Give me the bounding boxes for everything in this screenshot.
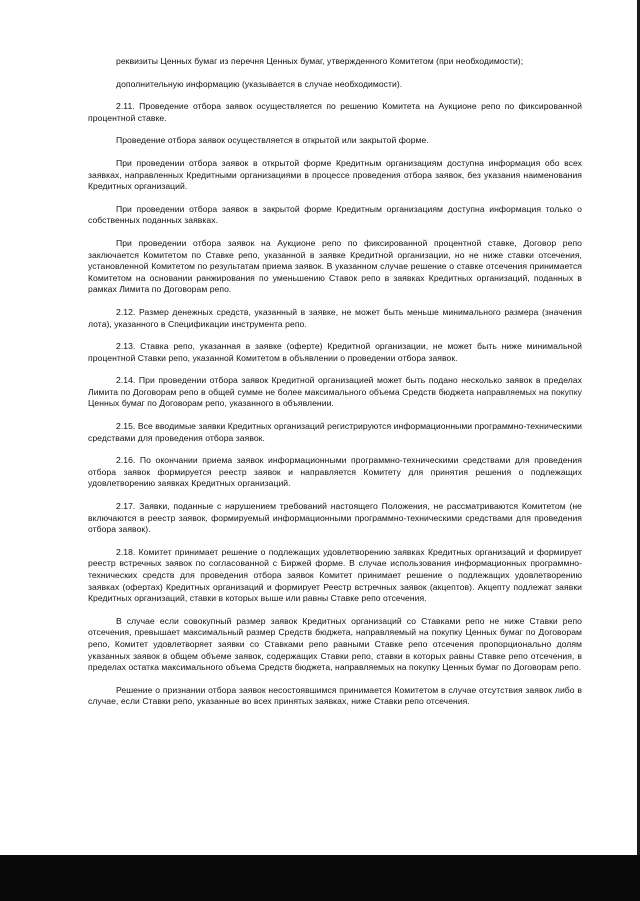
paragraph-2-15: 2.15. Все вводимые заявки Кредитных организаций регистрируются информационными программно-техническими средствами для проведения отбора заявок. xyxy=(88,421,582,443)
paragraph-2-18: 2.18. Комитет принимает решение о подлежащих удовлетворению заявках Кредитных организаций и формирует реестр встречных заявок по согласованной с Биржей форме. В случае использования информационных программно-технических средств для проведения отбора заявок Комитет принимает решение о подлежащих удовлетворению заявках (офертах) Кредитных организаций и формирует Реестр встречных заявок (акцептов). Акцепту подлежат заявки Кредитных организаций, ставки в которых выше или равны Ставке репо отсечения. xyxy=(88,546,582,604)
paragraph-2-13: 2.13. Ставка репо, указанная в заявке (оферте) Кредитной организации, не может быть ниже минимальной процентной Ставки репо, указанной Комитетом в объявлении о проведении отбора заявок. xyxy=(88,341,582,363)
paragraph: При проведении отбора заявок в открытой форме Кредитным организациям доступна информация обо всех заявках, направленных Кредитными организациями в процессе проведения отбора заявок, без указания наименования Кредитных организаций. xyxy=(88,157,582,192)
paragraph-2-14: 2.14. При проведении отбора заявок Кредитной организацией может быть подано несколько заявок в пределах Лимита по Договорам репо в общей сумме не более максимального объема Средств бюджета направляемых на покупку Ценных бумаг по Договорам репо, указанного в объявлении. xyxy=(88,375,582,409)
paragraph: Решение о признании отбора заявок несостоявшимся принимается Комитетом в случае отсутствия заявок либо в случае, если Ставки репо, указанные во всех принятых заявках, ниже Ставки репо отсечения. xyxy=(88,684,582,707)
paragraph: дополнительную информацию (указывается в случае необходимости). xyxy=(116,78,403,89)
paragraph-2-12: 2.12. Размер денежных средств, указанный в заявке, не может быть меньше минимального размера (значения лота), указанного в Спецификации инструмента репо. xyxy=(88,306,582,329)
paragraph: При проведении отбора заявок в закрытой форме Кредитным организациям доступна информация только о собственных поданных заявках. xyxy=(88,203,582,226)
paragraph: Проведение отбора заявок осуществляется в открытой или закрытой форме. xyxy=(116,135,429,146)
paragraph: реквизиты Ценных бумаг из перечня Ценных бумаг, утвержденного Комитетом (при необходимости); xyxy=(116,56,524,66)
paragraph-2-16: 2.16. По окончании приема заявок информационными программно-техническими средствами для проведения отбора заявок формируется реестр заявок и направляется Комитету для принятия решения о подлежащих удовлетворению заявках Кредитных организаций. xyxy=(88,455,582,489)
document-body xyxy=(88,56,582,719)
scan-bottom-border xyxy=(0,855,640,901)
paragraph-2-17: 2.17. Заявки, поданные с нарушением требований настоящего Положения, не рассматриваются Комитетом (не включаются в реестр заявок, формируемый информационными программно-техническими средствами для проведения отбора заявок). xyxy=(88,501,582,535)
paragraph: В случае если совокупный размер заявок Кредитных организаций со Ставками репо не ниже Ставки репо отсечения, превышает максимальный размер Средств бюджета, направляемый на покупку Ценных бумаг по Договорам репо, Комитет удовлетворяет заявки со Ставками репо равными Ставке репо отсечения пропорционально долям указанных заявок в общем объеме заявок, содержащих Ставки репо, ставки в которых равны Ставке репо отсечения, в пределах остатка максимального объема Средств бюджета, направляемых на покупку Ценных бумаг по Договорам репо. xyxy=(88,615,582,673)
paragraph: При проведении отбора заявок на Аукционе репо по фиксированной процентной ставке, Договор репо заключается Комитетом по Ставке репо, указанной в заявке Кредитной организации, но не ниже ставки отсечения, установленной Комитетом по результатам приема заявок. В указанном случае решение о ставке отсечения принимается Комитетом на основании ранжирования по уменьшению Ставок репо в заявках Кредитных организаций, поданных в рамках Лимита по Договорам репо. xyxy=(88,237,582,295)
paragraph-2-11: 2.11. Проведение отбора заявок осуществляется по решению Комитета на Аукционе репо по фиксированной процентной ставке. xyxy=(88,101,582,123)
